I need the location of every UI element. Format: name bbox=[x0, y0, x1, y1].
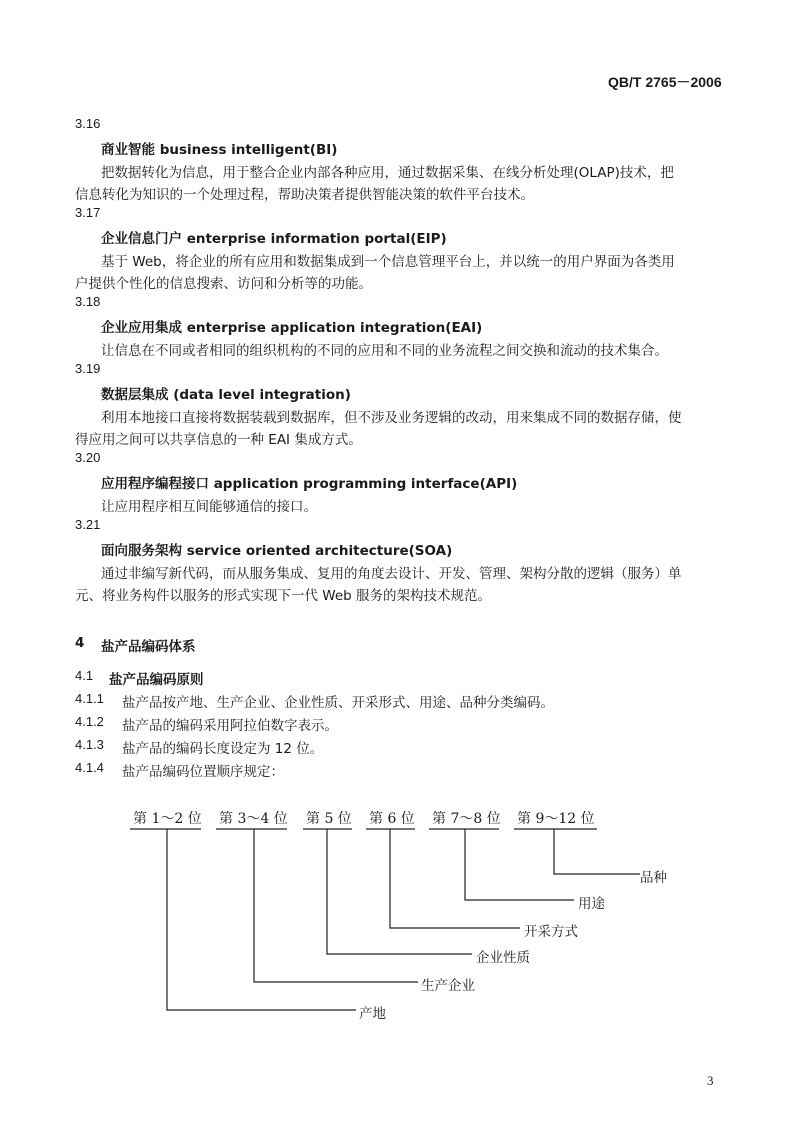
definition-line: 基于 Web，将企业的所有应用和数据集成到一个信息管理平台上，并以统一的用户界面为各类用 bbox=[101, 254, 675, 270]
definition-line: 通过非编写新代码，而从服务集成、复用的角度去设计、开发、管理、架构分散的逻辑（服务）单 bbox=[101, 566, 682, 582]
label-mining-method: 开采方式 bbox=[524, 924, 578, 940]
definition-line: 利用本地接口直接将数据装载到数据库，但不涉及业务逻辑的改动，用来集成不同的数据存储，使 bbox=[101, 410, 682, 426]
clause-number: 3.21 bbox=[75, 517, 101, 532]
clause-number: 3.18 bbox=[75, 294, 101, 309]
code-position-7-8: 第 7～8 位 bbox=[432, 811, 501, 827]
definition-line: 户提供个性化的信息搜索、访问和分析等的功能。 bbox=[75, 276, 372, 292]
definition-line: 信息转化为知识的一个处理过程，帮助决策者提供智能决策的软件平台技术。 bbox=[75, 187, 534, 203]
connector-producer bbox=[254, 829, 418, 982]
clause-number: 4.1.3 bbox=[75, 737, 104, 752]
definition-line: 让信息在不同或者相同的组织机构的不同的应用和不同的业务流程之间交换和流动的技术集合。 bbox=[101, 343, 668, 359]
clause-number: 4.1.1 bbox=[75, 691, 104, 706]
term-title: 商业智能 business intelligent(BI) bbox=[101, 142, 338, 158]
subsection-number: 4.1 bbox=[75, 668, 94, 683]
connector-nature bbox=[327, 829, 472, 954]
clause-text: 盐产品编码位置顺序规定： bbox=[122, 764, 284, 780]
code-position-3-4: 第 3～4 位 bbox=[219, 811, 288, 827]
clause-number: 3.17 bbox=[75, 205, 101, 220]
section-number: 4 bbox=[75, 635, 85, 651]
clause-number: 3.16 bbox=[75, 116, 101, 131]
connector-variety bbox=[554, 829, 640, 874]
term-title: 企业应用集成 enterprise application integration(EAI) bbox=[101, 320, 483, 336]
label-producer: 生产企业 bbox=[421, 978, 475, 994]
clause-text: 盐产品按产地、生产企业、企业性质、开采形式、用途、品种分类编码。 bbox=[122, 695, 554, 711]
label-usage: 用途 bbox=[578, 896, 605, 912]
code-position-6: 第 6 位 bbox=[369, 811, 415, 827]
connector-mining bbox=[390, 829, 520, 928]
clause-text: 盐产品的编码长度设定为 12 位。 bbox=[122, 741, 324, 757]
label-enterprise-nature: 企业性质 bbox=[476, 950, 530, 966]
definition-line: 得应用之间可以共享信息的一种 EAI 集成方式。 bbox=[75, 432, 362, 448]
standard-code: QB/T 2765－2006 bbox=[608, 74, 722, 90]
definition-line: 让应用程序相互间能够通信的接口。 bbox=[101, 499, 317, 515]
connector-origin bbox=[167, 829, 356, 1010]
code-position-1-2: 第 1～2 位 bbox=[133, 811, 202, 827]
clause-number: 4.1.2 bbox=[75, 714, 104, 729]
code-position-5: 第 5 位 bbox=[306, 811, 352, 827]
page-number: 3 bbox=[707, 1073, 714, 1088]
clause-text: 盐产品的编码采用阿拉伯数字表示。 bbox=[122, 718, 338, 734]
code-position-9-12: 第 9～12 位 bbox=[517, 811, 595, 827]
definition-line: 元、将业务构件以服务的形式实现下一代 Web 服务的架构技术规范。 bbox=[75, 588, 492, 604]
term-title: 数据层集成 (data level integration) bbox=[101, 387, 351, 403]
term-title: 应用程序编程接口 application programming interface(API) bbox=[101, 476, 518, 492]
term-title: 企业信息门户 enterprise information portal(EIP) bbox=[101, 231, 447, 247]
term-title: 面向服务架构 service oriented architecture(SOA) bbox=[101, 543, 453, 559]
definition-line: 把数据转化为信息，用于整合企业内部各种应用，通过数据采集、在线分析处理(OLAP)技术，把 bbox=[101, 165, 674, 181]
connector-usage bbox=[465, 829, 574, 900]
label-variety: 品种 bbox=[640, 870, 667, 886]
clause-number: 3.19 bbox=[75, 361, 101, 376]
section-title: 盐产品编码体系 bbox=[101, 639, 196, 655]
subsection-title: 盐产品编码原则 bbox=[109, 672, 204, 688]
label-origin: 产地 bbox=[359, 1006, 386, 1022]
clause-number: 3.20 bbox=[75, 450, 101, 465]
clause-number: 4.1.4 bbox=[75, 760, 104, 775]
